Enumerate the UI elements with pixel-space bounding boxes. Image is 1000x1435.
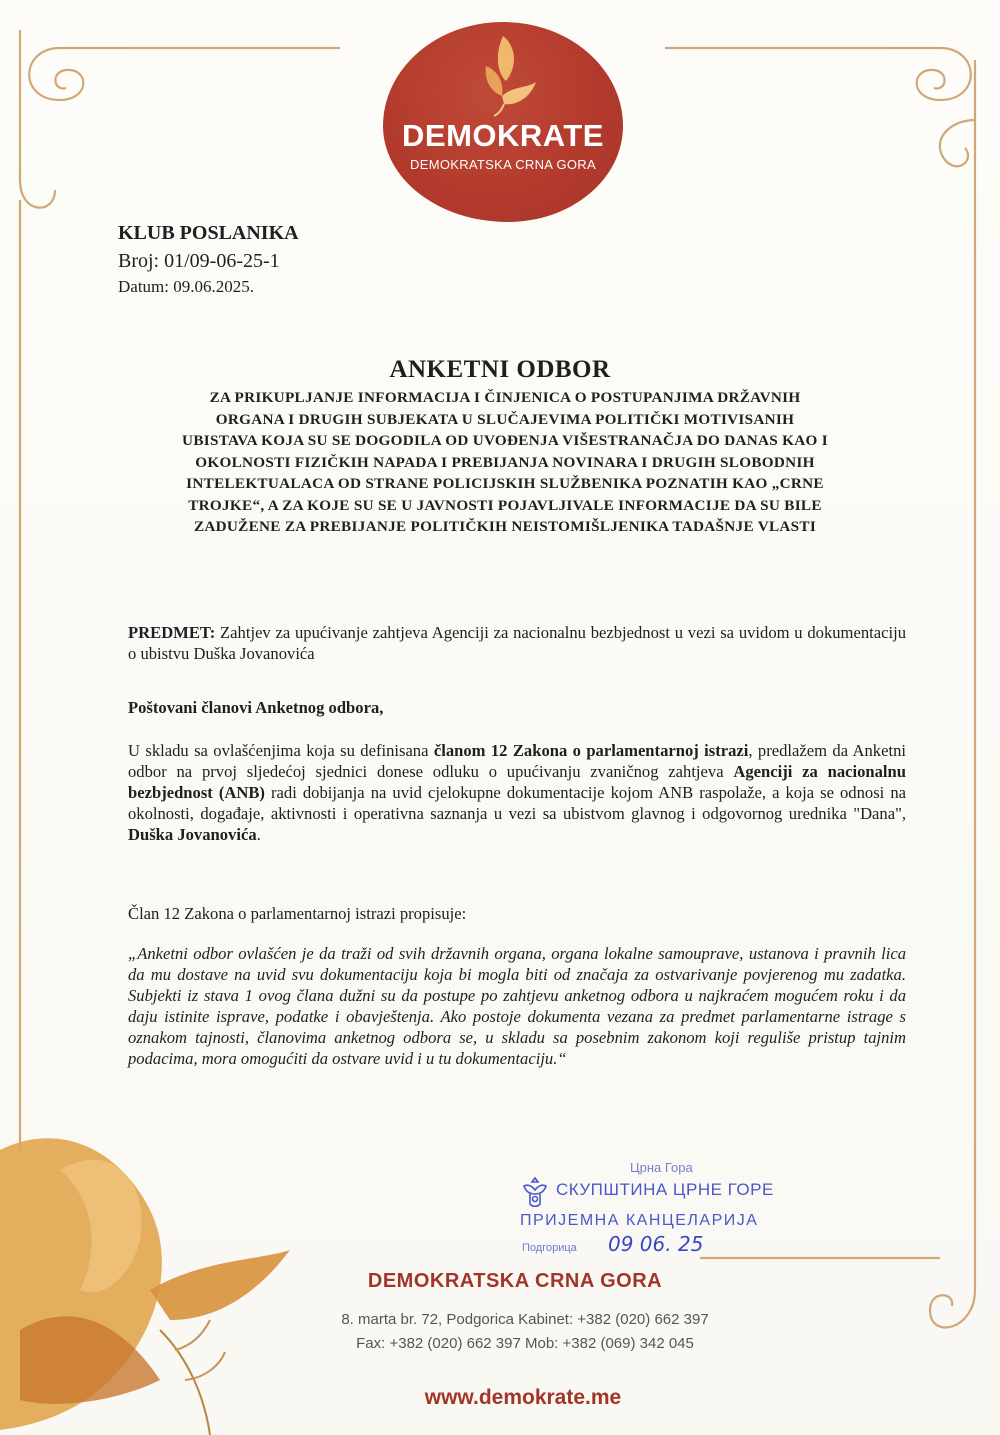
subtitle-line: INTELEKTUALACA OD STRANE POLICIJSKIH SLUŽBENIKA POZNATIH KAO „CRNE <box>186 475 824 492</box>
contact-line: Fax: +382 (020) 662 397 Mob: +382 (069) 342 045 <box>356 1335 694 1352</box>
logo-wordmark: DEMOKRATE <box>402 118 604 153</box>
stamp-date: 09 06. 25 <box>608 1232 704 1256</box>
stamp-country: Црна Гора <box>630 1160 693 1175</box>
document-date: Datum: 09.06.2025. <box>118 277 254 296</box>
reference-number: Broj: 01/09-06-25-1 <box>118 250 280 272</box>
salutation: Poštovani članovi Anketnog odbora, <box>128 698 384 717</box>
subtitle-line: TROJKE“, A ZA KOJE SU SE U JAVNOSTI POJAVLJIVALE INFORMACIJE DA SU BILE <box>188 496 822 514</box>
party-logo <box>383 22 623 222</box>
footer-website-link[interactable]: www.demokrate.me <box>424 1386 622 1409</box>
stamp-city: Подгорица <box>522 1242 577 1254</box>
paragraph-text: , predlažem da Anketni odbor na prvoj sljedećoj sjednici donese odluku o upućivanju zvaničnog zahtjeva <box>128 741 906 781</box>
subject-line <box>128 622 906 664</box>
subject-text: Zahtjev za upućivanje zahtjeva Agenciji za nacionalnu bezbjednost u vezi sa uvidom u dokumentaciju o ubistvu Duška Jovanovića <box>128 623 906 663</box>
address-line: 8. marta br. 72, Podgorica Kabinet: +382 (020) 662 397 <box>341 1311 709 1328</box>
logo-subtitle: DEMOKRATSKA CRNA GORA <box>410 157 596 172</box>
law-quote: „Anketni odbor ovlašćen je da traži od svih državnih organa, organa lokalne samouprave, ustanova i pravnih lica da mu dostave na uvid svu dokumentaciju koja bi mogla biti od značaja za ostvarivanje povjerenog mu zadatka. Subjekti iz stava 1 ovog člana dužni su da postupe po zahtjevu anketnog odbora u najkraćem mogućem roku i da daju istinite isprave, podatke i obavještenja. Ako postoje dokumenta vezana za predmet parlamentarne istrage s oznakom tajnosti, članovima anketnog odbora se, u skladu sa posebnim zakonom koji reguliše pristup tajnim podacima, mora omogućiti da ostvare uvid i u tu dokumentaciju.“ <box>128 944 906 1068</box>
footer-address <box>0 1308 1000 1356</box>
subtitle-line: UBISTAVA KOJA SU SE DOGODILA OD UVOĐENJA VIŠESTRANAČJA DO DANAS KAO I <box>182 432 828 449</box>
paragraph-bold: Duška Jovanovića <box>128 825 257 844</box>
committee-description <box>135 387 875 538</box>
main-paragraph <box>128 740 906 845</box>
document-title: ANKETNI ODBOR <box>389 356 611 383</box>
club-name: KLUB POSLANIKA <box>118 222 299 244</box>
paragraph-text: . <box>256 825 261 844</box>
paragraph-text: radi dobijanja na uvid cjelokupne dokumentacije kojom ANB raspolaže, a koja se odnosi na okolnosti, događaje, aktivnosti i operativna saznanja u vezi sa ubistvom glavnog i odgovornog urednika "Dana", <box>128 783 906 823</box>
dove-logo-icon <box>458 26 548 118</box>
subtitle-line: ORGANA I DRUGIH SUBJEKATA U SLUČAJEVIMA POLITIČKI MOTIVISANIH <box>215 410 795 428</box>
coat-of-arms-icon <box>520 1176 550 1210</box>
stamp-office: ПРИЈЕМНА КАНЦЕЛАРИЈА <box>520 1212 759 1229</box>
paragraph-bold: članom 12 Zakona o parlamentarnoj istrazi <box>433 741 749 760</box>
subject-label: PREDMET: <box>128 623 216 642</box>
subtitle-line: ZADUŽENE ZA PREBIJANJE POLITIČKIH NEISTOMIŠLJENIKA TADAŠNJE VLASTI <box>193 518 817 535</box>
reception-stamp <box>518 1160 798 1270</box>
subtitle-line: OKOLNOSTI FIZIČKIH NAPADA I PREBIJANJA NOVINARA I DRUGIH SLOBODNIH <box>195 453 815 471</box>
article-intro: Član 12 Zakona o parlamentarnoj istrazi propisuje: <box>128 904 467 923</box>
subtitle-line: ZA PRIKUPLJANJE INFORMACIJA I ČINJENICA O POSTUPANJIMA DRŽAVNIH <box>209 389 801 406</box>
document-header <box>118 222 299 297</box>
footer-organization: DEMOKRATSKA CRNA GORA <box>367 1270 663 1292</box>
stamp-institution: СКУПШТИНА ЦРНЕ ГОРЕ <box>556 1180 774 1199</box>
paragraph-bold: Agenciji za nacionalnu bezbjednost (ANB) <box>128 762 906 802</box>
paragraph-text: U skladu sa ovlašćenjima koja su definisana <box>128 741 429 760</box>
